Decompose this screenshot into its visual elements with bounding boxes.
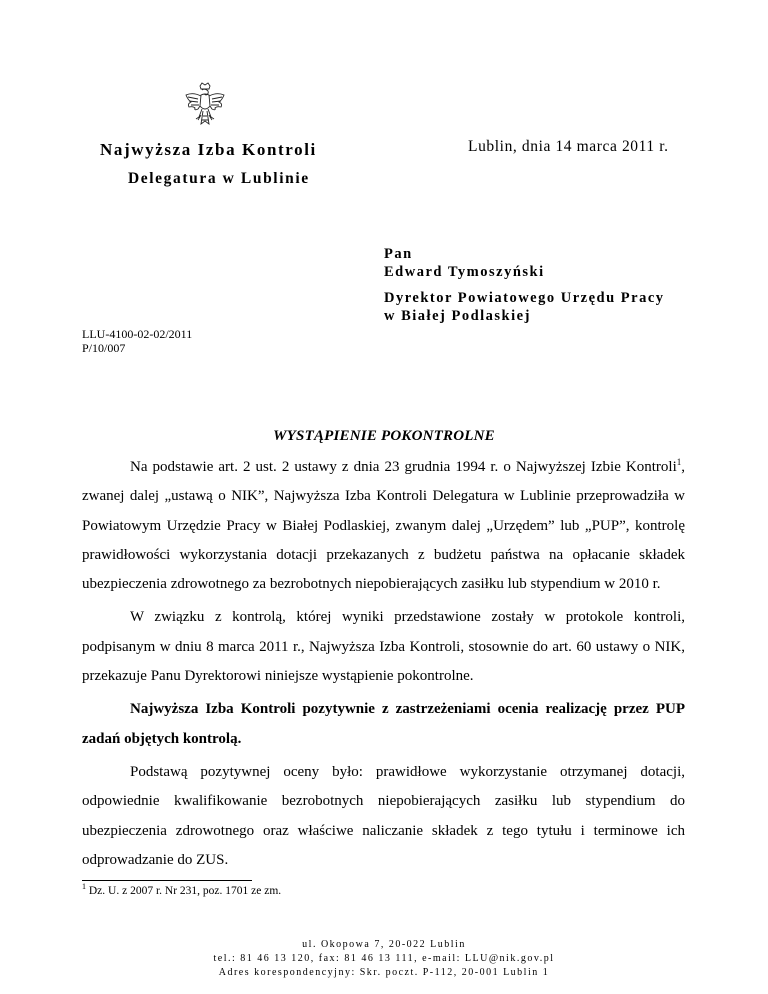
body-paragraph-assessment: Najwyższa Izba Kontroli pozytywnie z zastrzeżeniami ocenia realizację przez PUP zadań objętych kontrolą. — [82, 701, 685, 747]
letter-body — [82, 453, 685, 879]
body-paragraph-2: W związku z kontrolą, której wyniki przedstawione zostały w protokole kontroli, podpisanym w dniu 8 marca 2011 r., Najwyższa Izba Kontroli, stosownie do art. 60 ustawy o NIK, przekazuje Panu Dyrektorowi niniejsze wystąpienie pokontrolne. — [82, 609, 685, 685]
footnote-divider — [82, 880, 252, 881]
footnote — [82, 882, 282, 897]
reference-code: P/10/007 — [82, 341, 126, 355]
footer-address: ul. Okopowa 7, 20-022 Lublin — [302, 939, 466, 950]
recipient-salutation: Pan — [384, 246, 413, 262]
body-paragraph-4: Podstawą pozytywnej oceny było: prawidłowe wykorzystanie otrzymanej dotacji, odpowiednie kwalifikowanie bezrobotnych niepobierających zasiłku lub stypendium do ubezpieczenia zdrowotnego oraz właściwe naliczanie składek z tego tytułu i terminowe ich odprowadzanie do ZUS. — [82, 763, 685, 868]
reference-number: LLU-4100-02-02/2011 — [82, 327, 193, 341]
delegation-name: Delegatura w Lublinie — [128, 170, 310, 187]
footnote-text: Dz. U. z 2007 r. Nr 231, poz. 1701 ze zm. — [86, 885, 282, 897]
recipient-title-line1: Dyrektor Powiatowego Urzędu Pracy — [384, 290, 665, 306]
recipient-title-line2: w Białej Podlaskiej — [384, 308, 531, 324]
document-title: WYSTĄPIENIE POKONTROLNE — [273, 428, 495, 444]
polish-eagle-emblem-icon — [183, 82, 227, 130]
footnote-reference: 1 — [676, 457, 682, 467]
footer-postal-address: Adres korespondencyjny: Skr. poczt. P-112, 20-001 Lublin 1 — [218, 967, 550, 978]
organization-name: Najwyższa Izba Kontroli — [100, 140, 317, 159]
body-paragraph-1: Na podstawie art. 2 ust. 2 ustawy z dnia 23 grudnia 1994 r. o Najwyższej Izbie Kontroli$^1$, zwanej dalej „ustawą o NIK”, Najwyższa Izba Kontroli Delegatura w Lublinie przeprowadziła w Powiatowym Urzędzie Pracy w Białej Podlaskiej, zwanym dalej „Urzędem” lub „PUP”, kontrolę prawidłowości wykorzystania dotacji przekazanych z budżetu państwa na opłacanie składek ubezpieczenia zdrowotnego za bezrobotnych niepobierających zasiłku lub stypendium w 2010 r. — [82, 457, 685, 593]
footnote-marker: 1 — [82, 882, 86, 892]
footer-contact: tel.: 81 46 13 120, fax: 81 46 13 111, e-mail: LLU@nik.gov.pl — [213, 953, 555, 964]
recipient-name: Edward Tymoszyński — [384, 264, 545, 280]
place-and-date: Lublin, dnia 14 marca 2011 r. — [468, 138, 669, 155]
